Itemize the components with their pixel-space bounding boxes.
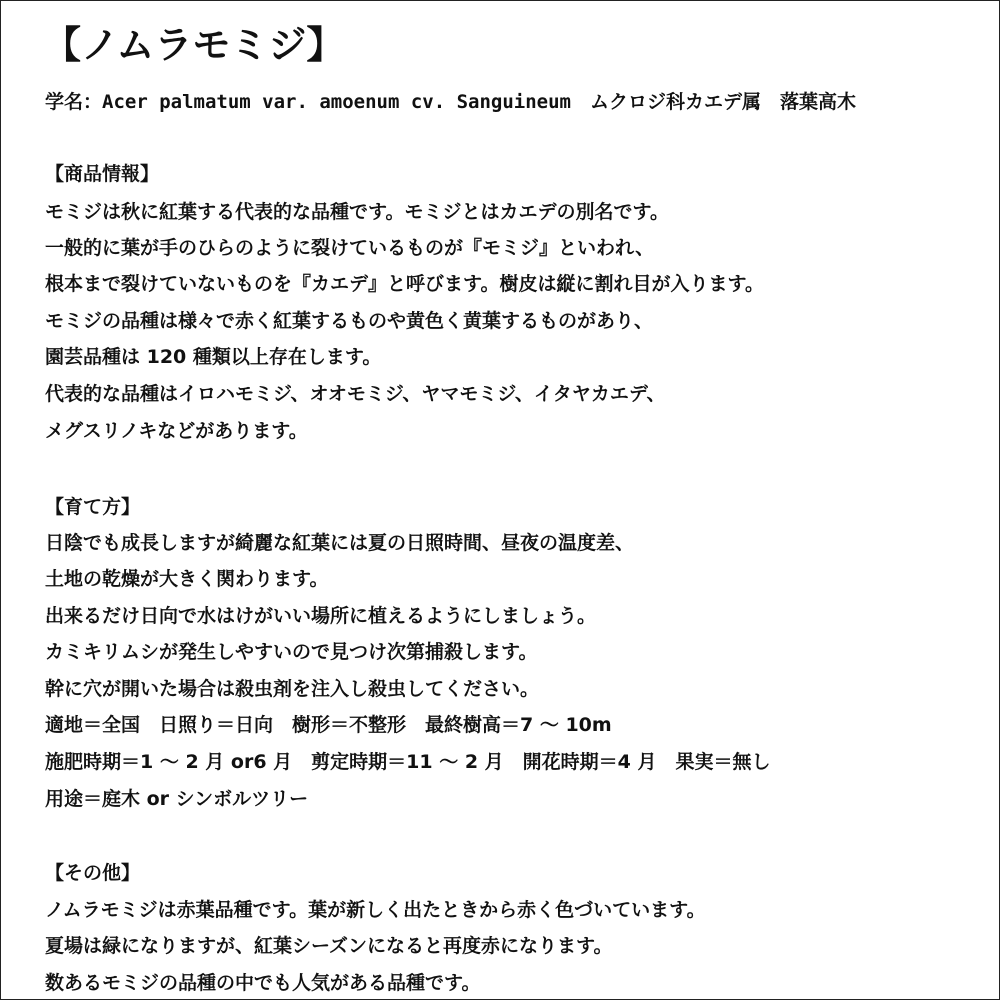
care-line: 出来るだけ日向で水はけがいい場所に植えるようにしましょう。	[45, 605, 597, 627]
other-line: ノムラモミジは赤葉品種です。葉が新しく出たときから赤く色づいています。	[45, 899, 706, 921]
care-line: 日陰でも成長しますが綺麗な紅葉には夏の日照時間、昼夜の温度差、	[45, 532, 635, 554]
product-info-line: 代表的な品種はイロハモミジ、オオモミジ、ヤマモミジ、イタヤカエデ、	[45, 383, 666, 405]
product-info-line: モミジは秋に紅葉する代表的な品種です。モミジとはカエデの別名です。	[45, 201, 669, 223]
scientific-name: 学名：Acer palmatum var. amoenum cv. Sanguineum ムクロジ科カエデ属 落葉高木	[45, 91, 856, 113]
care-spec-line: 用途＝庭木 or シンボルツリー	[45, 788, 309, 810]
product-info-line: メグスリノキなどがあります。	[45, 420, 308, 442]
other-line: 夏場は緑になりますが、紅葉シーズンになると再度赤になります。	[45, 935, 613, 957]
product-info-line: モミジの品種は様々で赤く紅葉するものや黄色く黄葉するものがあり、	[45, 310, 654, 332]
product-info-line: 園芸品種は 120 種類以上存在します。	[45, 346, 382, 368]
care-line: カミキリムシが発生しやすいので見つけ次第捕殺します。	[45, 641, 538, 663]
section-heading-other: 【その他】	[45, 862, 141, 884]
care-line: 土地の乾燥が大きく関わります。	[45, 568, 329, 590]
care-spec-line: 施肥時期＝1 〜 2 月 or6 月 剪定時期＝11 〜 2 月 開花時期＝4 月 果実＝無し	[45, 751, 771, 773]
other-line: 数あるモミジの品種の中でも人気がある品種です。	[45, 972, 481, 994]
product-info-line: 一般的に葉が手のひらのように裂けているものが『モミジ』といわれ、	[45, 237, 655, 259]
section-heading-care: 【育て方】	[45, 496, 141, 518]
section-heading-product-info: 【商品情報】	[45, 163, 160, 185]
care-line: 幹に穴が開いた場合は殺虫剤を注入し殺虫してください。	[45, 678, 540, 700]
product-info-line: 根本まで裂けていないものを『カエデ』と呼びます。樹皮は縦に割れ目が入ります。	[45, 273, 764, 295]
care-spec-line: 適地＝全国 日照り＝日向 樹形＝不整形 最終樹高＝7 〜 10m	[45, 714, 612, 736]
page-title: 【ノムラモミジ】	[43, 23, 345, 67]
